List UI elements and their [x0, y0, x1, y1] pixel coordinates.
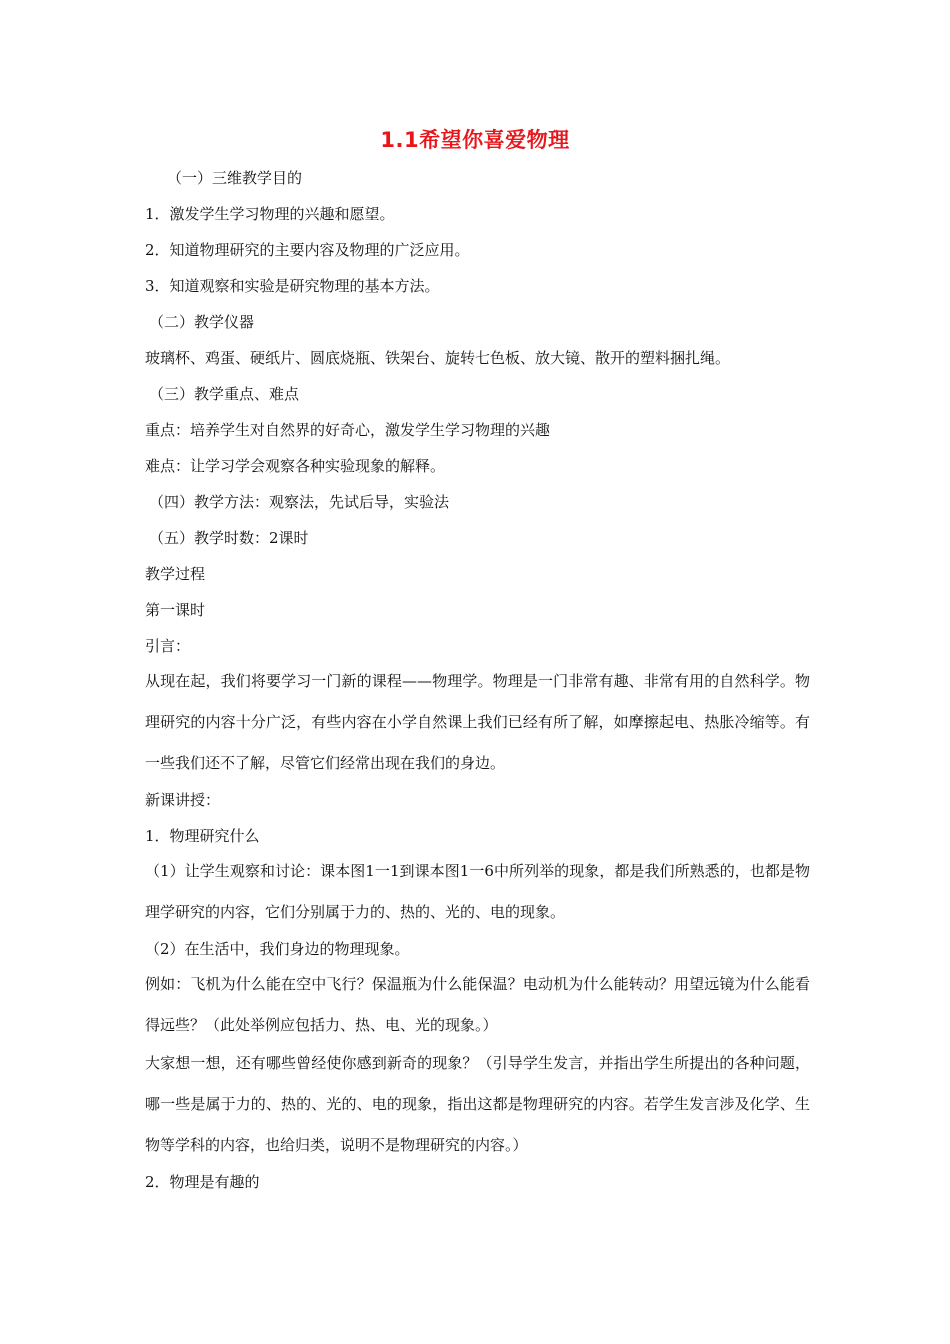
topic-1-heading: 1．物理研究什么 — [145, 827, 260, 845]
introduction-paragraph: 从现在起，我们将要学习一门新的课程——物理学。物理是一门非常有趣、非常有用的自然科学。物理研究的内容十分广泛，有些内容在小学自然课上我们已经有所了解，如摩擦起电、热胀冷缩等。有一些我们还不了解，尽管它们经常出现在我们的身边。 — [145, 672, 810, 772]
section-heading-objectives: （一）三维教学目的 — [167, 169, 303, 187]
document-body — [145, 160, 810, 1200]
first-lesson-heading: 第一课时 — [145, 601, 206, 619]
key-point: 重点：培养学生对自然界的好奇心，激发学生学习物理的兴趣 — [145, 421, 551, 439]
document-title: 1.1希望你喜爱物理 — [380, 128, 570, 152]
introduction-heading: 引言： — [145, 637, 191, 655]
section-heading-methods: （四）教学方法：观察法，先试后导，实验法 — [149, 493, 450, 511]
difficult-point: 难点：让学习学会观察各种实验现象的解释。 — [145, 457, 446, 475]
section-heading-hours: （五）教学时数：2课时 — [149, 529, 309, 547]
objective-item-1: 1．激发学生学习物理的兴趣和愿望。 — [145, 205, 395, 223]
section-heading-key-points: （三）教学重点、难点 — [149, 385, 300, 403]
apparatus-list: 玻璃杯、鸡蛋、硬纸片、圆底烧瓶、铁架台、旋转七色板、放大镜、散开的塑料捆扎绳。 — [145, 349, 731, 367]
objective-item-3: 3．知道观察和实验是研究物理的基本方法。 — [145, 277, 440, 295]
topic-1-paragraph-1: （1）让学生观察和讨论：课本图1一1到课本图1一6中所列举的现象，都是我们所熟悉的，也都是物理学研究的内容，它们分别属于力的、热的、光的、电的现象。 — [145, 862, 810, 921]
topic-2-heading: 2．物理是有趣的 — [145, 1173, 260, 1191]
new-lesson-heading: 新课讲授： — [145, 791, 221, 809]
section-heading-apparatus: （二）教学仪器 — [149, 313, 255, 331]
examples-paragraph: 例如：飞机为什么能在空中飞行？保温瓶为什么能保温？电动机为什么能转动？用望远镜为什么能看得远些？（此处举例应包括力、热、电、光的现象。） — [145, 975, 810, 1034]
topic-1-paragraph-2: （2）在生活中，我们身边的物理现象。 — [145, 940, 410, 958]
objective-item-2: 2．知道物理研究的主要内容及物理的广泛应用。 — [145, 241, 470, 259]
discussion-paragraph: 大家想一想，还有哪些曾经使你感到新奇的现象？（引导学生发言，并指出学生所提出的各种问题，哪一些是属于力的、热的、光的、电的现象，指出这都是物理研究的内容。若学生发言涉及化学、生物等学科的内容，也给归类，说明不是物理研究的内容。） — [145, 1054, 810, 1154]
teaching-process-heading: 教学过程 — [145, 565, 206, 583]
